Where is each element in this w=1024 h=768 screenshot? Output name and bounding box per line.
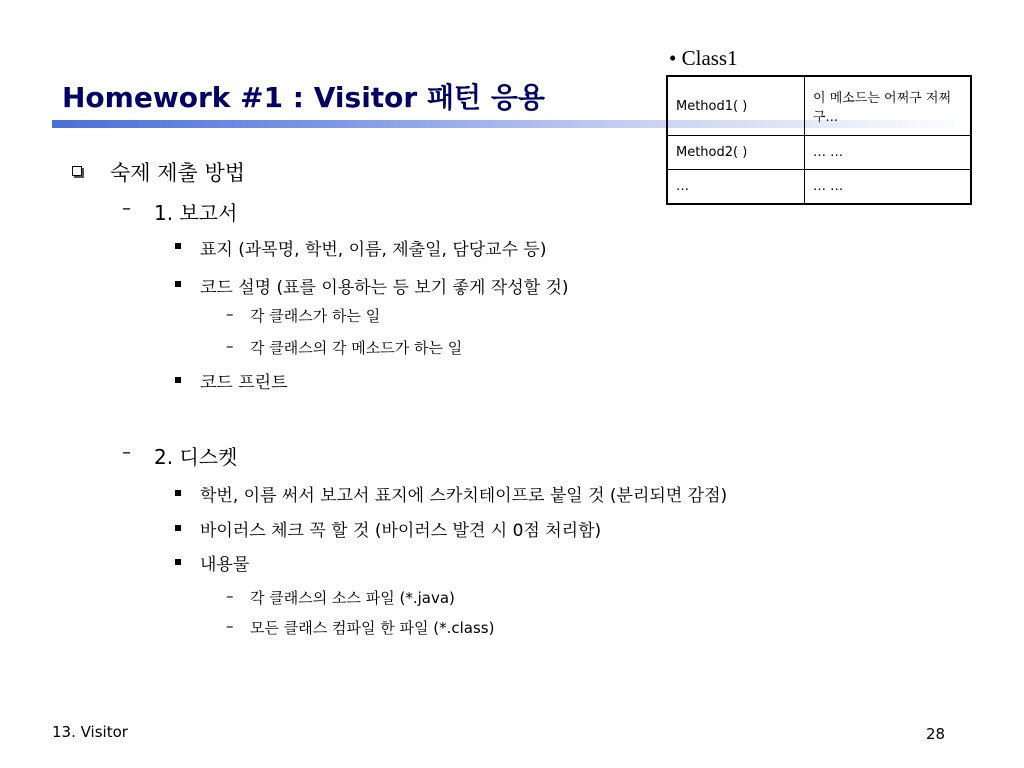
method-table bbox=[666, 75, 972, 205]
footer-chapter-label: 13. Visitor bbox=[52, 723, 128, 741]
list-item: 내용물 bbox=[200, 555, 250, 575]
table-row bbox=[667, 76, 971, 136]
method-name-cell: Method2( ) bbox=[667, 136, 805, 170]
method-desc-cell: … … bbox=[805, 136, 972, 170]
method-desc-cell: … … bbox=[805, 170, 972, 205]
page-number: 28 bbox=[926, 725, 946, 743]
dash-bullet-icon: – bbox=[226, 305, 234, 323]
list-item: 코드 설명 (표를 이용하는 등 보기 좋게 작성할 것) bbox=[200, 278, 569, 298]
filled-bullet-icon bbox=[175, 525, 181, 531]
dash-bullet-icon: – bbox=[226, 587, 234, 605]
filled-bullet-icon bbox=[175, 377, 181, 383]
class-box-label: • Class1 bbox=[669, 46, 738, 70]
section-2-label: 2. 디스켓 bbox=[154, 445, 238, 469]
outline-heading: 숙제 제출 방법 bbox=[110, 161, 246, 185]
list-subitem: 각 클래스가 하는 일 bbox=[250, 307, 381, 325]
list-item: 바이러스 체크 꼭 할 것 (바이러스 발견 시 0점 처리함) bbox=[200, 521, 602, 541]
section-1-label: 1. 보고서 bbox=[154, 201, 238, 225]
filled-bullet-icon bbox=[175, 243, 181, 249]
dash-bullet-icon: – bbox=[226, 337, 234, 355]
method-name-cell: … bbox=[667, 170, 805, 205]
dash-bullet-icon: – bbox=[122, 198, 131, 219]
filled-bullet-icon bbox=[175, 281, 181, 287]
list-subitem: 각 클래스의 소스 파일 (*.java) bbox=[250, 589, 455, 607]
dash-bullet-icon: – bbox=[122, 442, 131, 463]
list-item: 코드 프린트 bbox=[200, 373, 288, 393]
method-desc-cell: 이 메소드는 어쩌구 저쩌구... bbox=[805, 76, 972, 136]
table-row bbox=[667, 170, 971, 205]
dash-bullet-icon: – bbox=[226, 617, 234, 635]
list-item: 표지 (과목명, 학번, 이름, 제출일, 담당교수 등) bbox=[200, 240, 547, 260]
slide-title: Homework #1 : Visitor 패턴 응용 bbox=[62, 81, 545, 114]
filled-bullet-icon bbox=[175, 490, 181, 496]
list-subitem: 모든 클래스 컴파일 한 파일 (*.class) bbox=[250, 619, 495, 637]
method-name-cell: Method1( ) bbox=[667, 76, 805, 136]
square-bullet-icon bbox=[72, 166, 82, 176]
list-item: 학번, 이름 써서 보고서 표지에 스카치테이프로 붙일 것 (분리되면 감점) bbox=[200, 486, 728, 506]
list-subitem: 각 클래스의 각 메소드가 하는 일 bbox=[250, 339, 463, 357]
filled-bullet-icon bbox=[175, 559, 181, 565]
table-row bbox=[667, 136, 971, 170]
